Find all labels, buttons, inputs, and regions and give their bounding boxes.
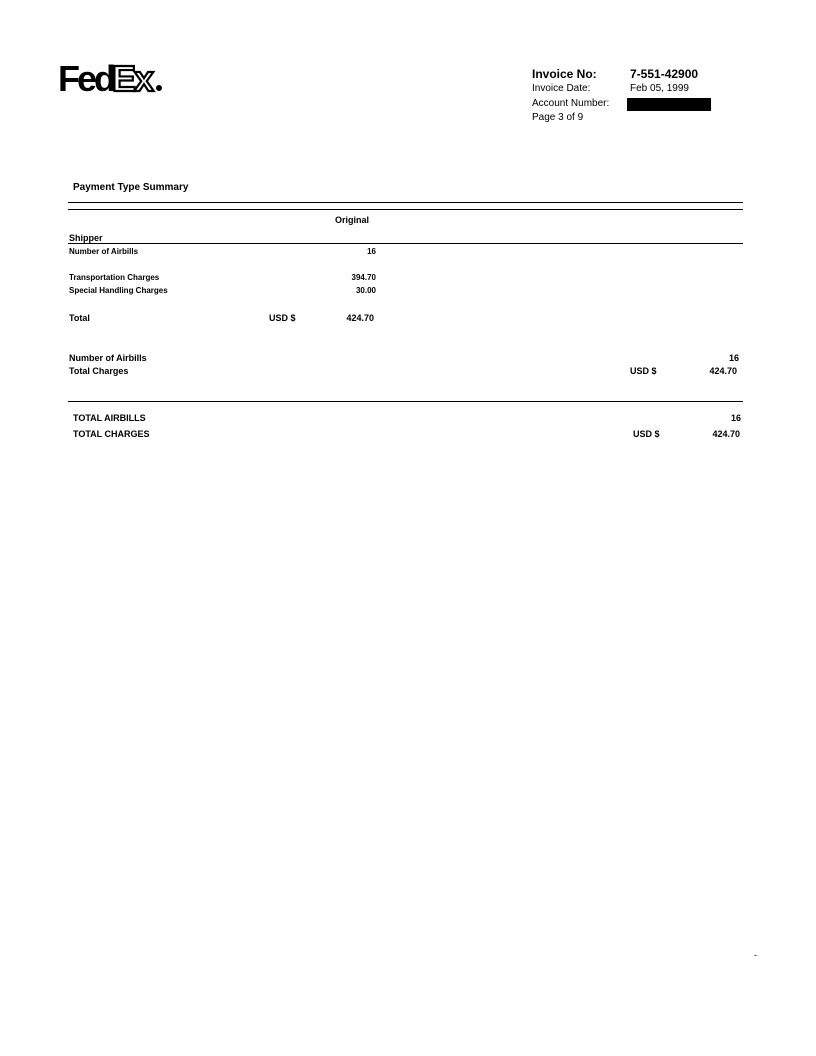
row-special-value: 30.00	[355, 286, 376, 295]
rule-group	[68, 243, 743, 244]
row-special-label: Special Handling Charges	[69, 286, 168, 295]
invoice-no-label: Invoice No:	[532, 67, 597, 81]
rule-grand-total	[68, 401, 743, 402]
rule-top-2	[68, 209, 743, 210]
account-number-redaction	[627, 98, 711, 111]
invoice-date-label: Invoice Date:	[532, 83, 591, 94]
row-transport-label: Transportation Charges	[69, 273, 160, 282]
grand-total-charges-label: TOTAL CHARGES	[73, 429, 150, 439]
invoice-no-value: 7-551-42900	[630, 67, 699, 81]
section-title: Payment Type Summary	[73, 182, 189, 193]
account-number-label: Account Number:	[532, 98, 610, 109]
subtotal-charges-label: Total Charges	[69, 366, 129, 376]
row-total-value: 424.70	[346, 313, 374, 323]
page-indicator: Page 3 of 9	[532, 112, 584, 123]
grand-total-airbills-label: TOTAL AIRBILLS	[73, 413, 146, 423]
grand-total-charges-value: 424.70	[712, 429, 740, 439]
grand-total-airbills-value: 16	[730, 413, 741, 423]
column-header-original: Original	[335, 215, 370, 225]
svg-text:Ex: Ex	[112, 58, 153, 98]
row-airbills-label: Number of Airbills	[69, 247, 139, 256]
invoice-date-value: Feb 05, 1999	[630, 83, 689, 94]
fedex-logo	[58, 58, 168, 98]
footer-mark: -	[754, 950, 757, 960]
rule-top-1	[68, 202, 743, 203]
subtotal-charges-value: 424.70	[709, 366, 737, 376]
grand-total-charges-currency: USD $	[633, 429, 660, 439]
group-label-shipper: Shipper	[69, 233, 103, 243]
subtotal-charges-currency: USD $	[630, 366, 657, 376]
subtotal-airbills-label: Number of Airbills	[69, 353, 147, 363]
row-total-currency: USD $	[269, 313, 296, 323]
svg-text:Fed: Fed	[58, 58, 114, 98]
subtotal-airbills-value: 16	[728, 353, 739, 363]
row-transport-value: 394.70	[351, 273, 376, 282]
row-airbills-value: 16	[367, 247, 376, 256]
row-total-label: Total	[69, 313, 90, 323]
